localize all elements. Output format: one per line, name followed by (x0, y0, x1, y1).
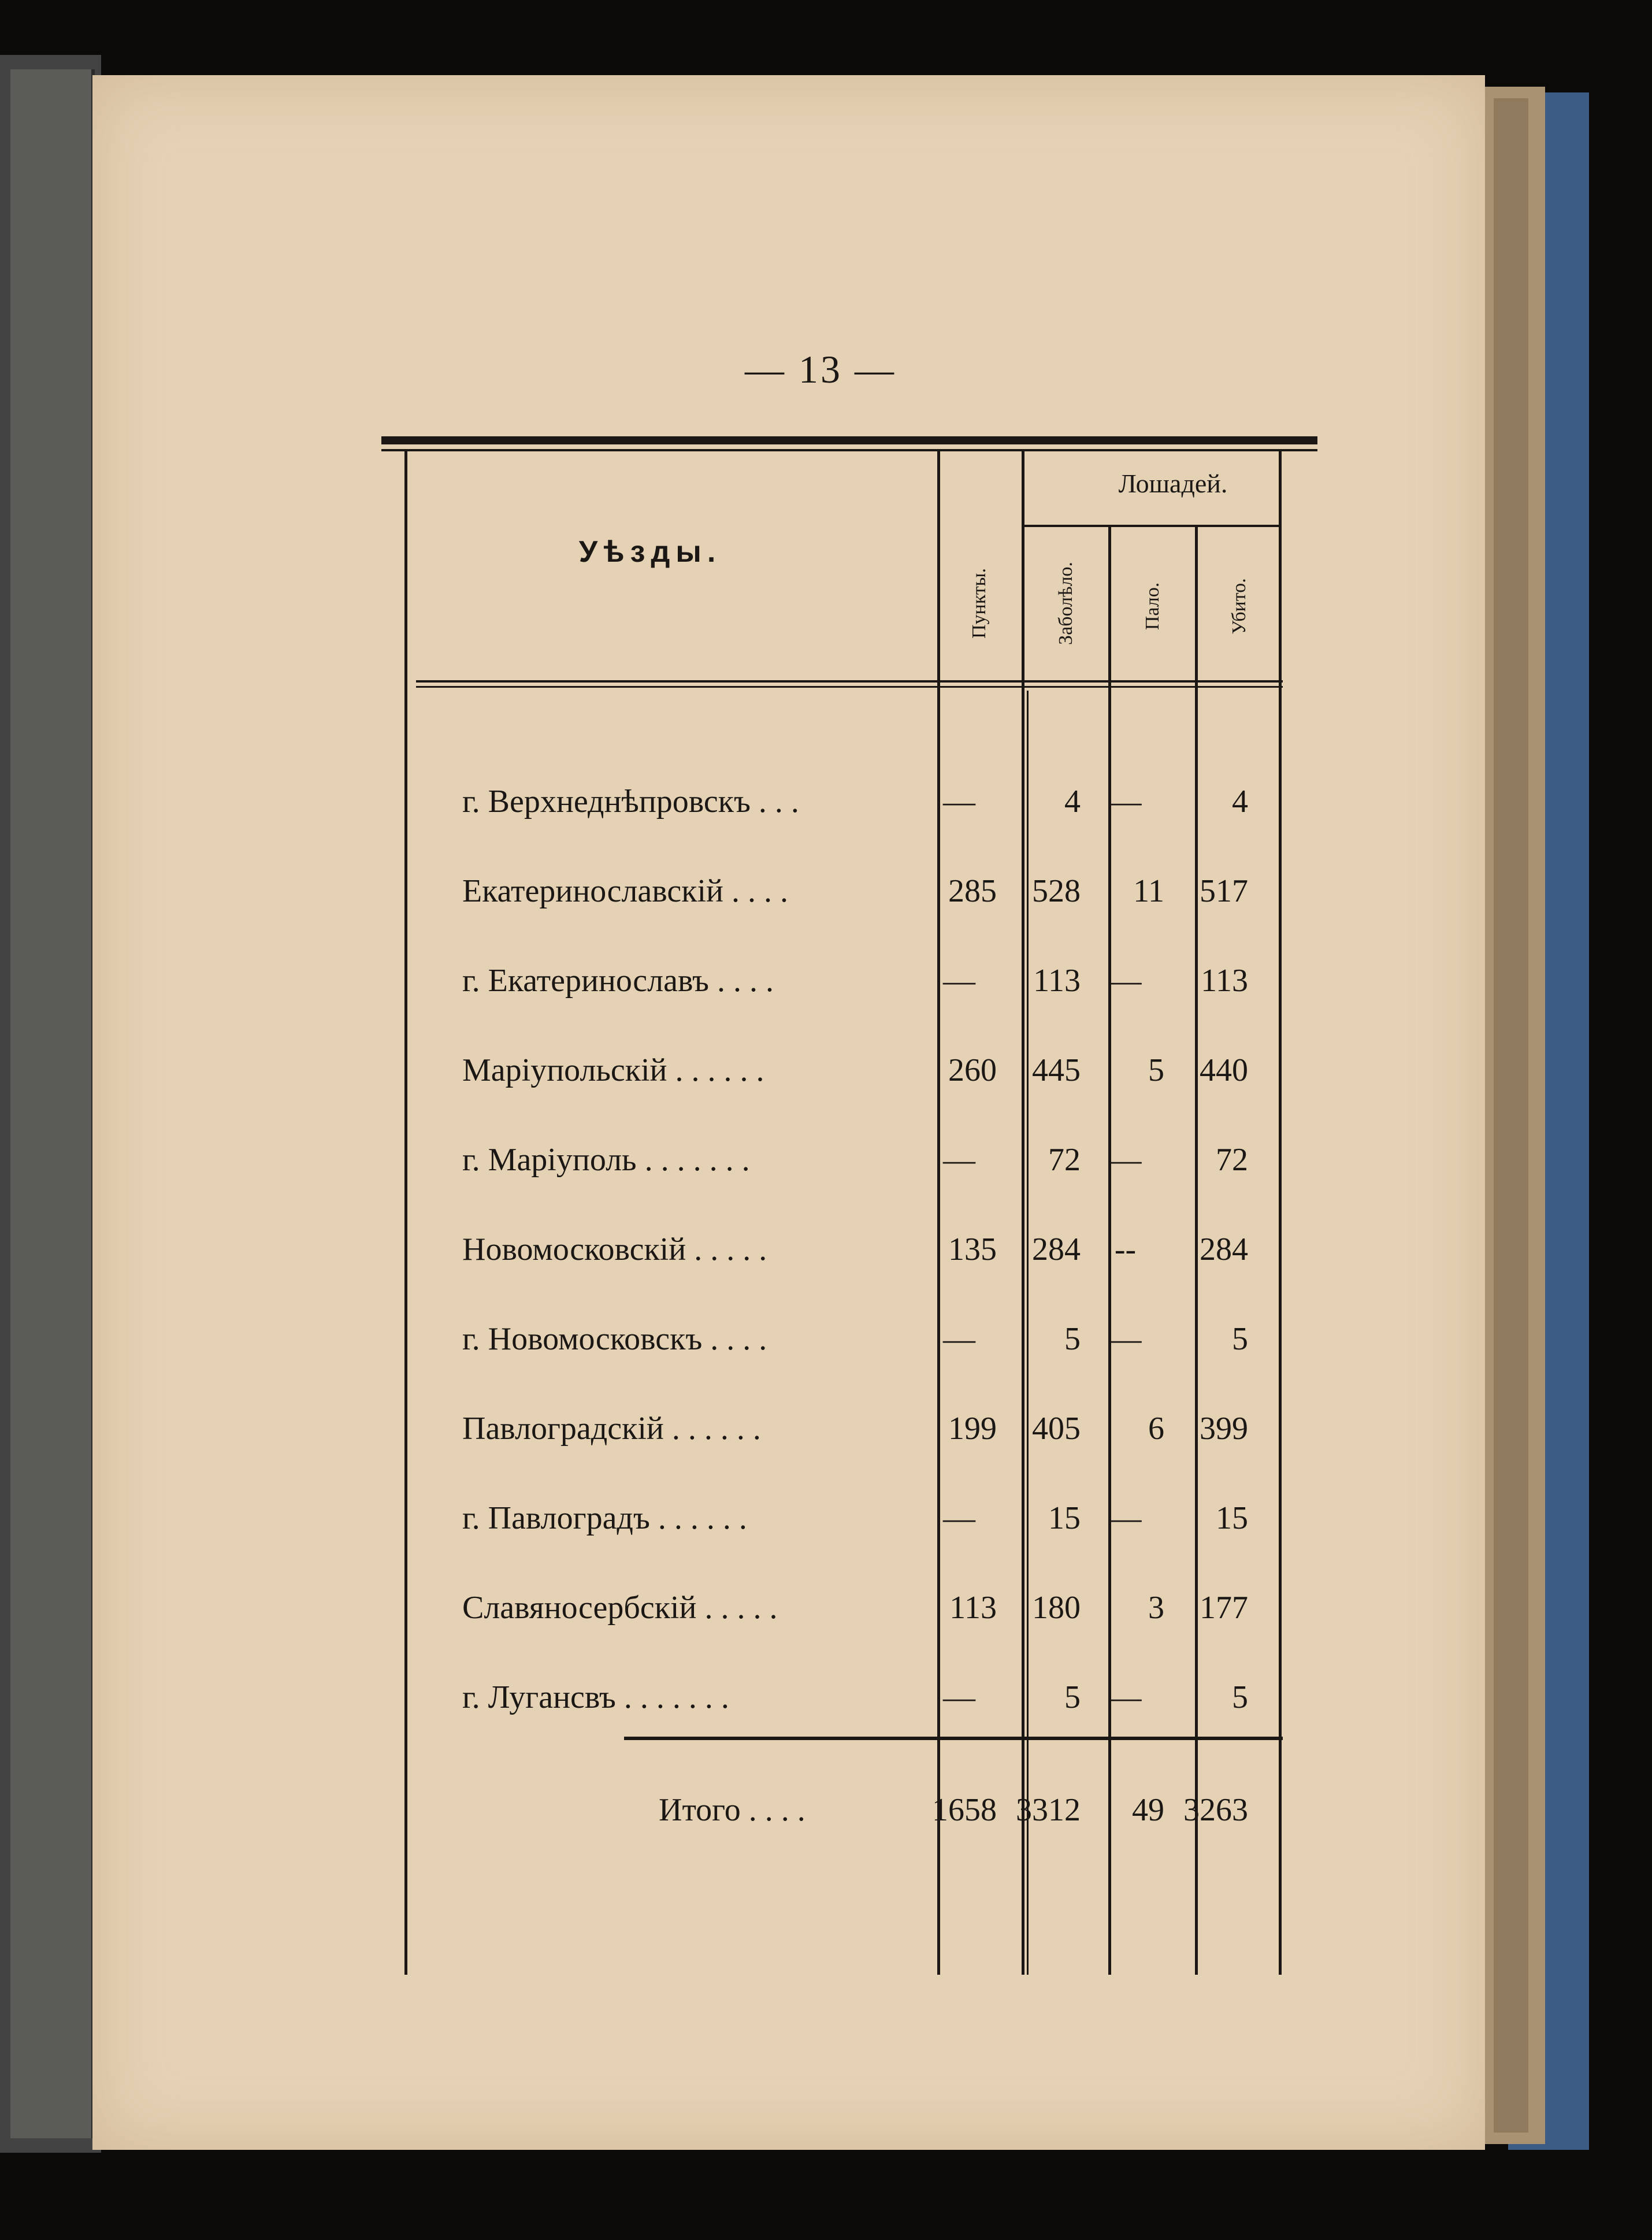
cell-zabolelo: 445 (1032, 1052, 1081, 1088)
cell-ubito: 177 (1200, 1590, 1248, 1626)
cell-zabolelo: 180 (1032, 1590, 1081, 1626)
header-palo: Пало. (1142, 582, 1163, 631)
cell-ubito: 5 (1232, 1679, 1248, 1715)
cell-punkty: — (943, 1142, 975, 1178)
row-name: г. Лугансвъ . . . . . . . (462, 1679, 729, 1715)
cell-ubito: 399 (1200, 1411, 1248, 1447)
cell-zabolelo: 284 (1032, 1232, 1081, 1267)
total-row (381, 1792, 1320, 1849)
table-row (381, 1679, 1320, 1737)
book-spine-inner (10, 69, 95, 2138)
column-divider (937, 449, 940, 1975)
header-bottom-rule-thin (416, 686, 1283, 688)
header-bottom-rule (416, 680, 1283, 683)
cell-zabolelo: 405 (1032, 1411, 1081, 1447)
cell-punkty: — (943, 1679, 975, 1715)
cell-palo: — (1109, 963, 1142, 999)
cell-palo: -- (1114, 1232, 1137, 1267)
cell-ubito: 113 (1201, 963, 1248, 999)
table-left-border (404, 449, 407, 1975)
cell-zabolelo: 5 (1064, 1679, 1081, 1715)
table-row (381, 783, 1320, 841)
row-name: Славяносербскій . . . . . (462, 1590, 778, 1626)
total-ubito: 3263 (1183, 1792, 1248, 1828)
row-name: г. Екатеринославъ . . . . (462, 963, 774, 999)
table-row (381, 873, 1320, 930)
table-row (381, 1500, 1320, 1557)
cell-palo: 5 (1148, 1052, 1164, 1088)
cell-palo: 3 (1148, 1590, 1164, 1626)
cell-ubito: 15 (1216, 1500, 1248, 1536)
table-top-rule-thin (381, 449, 1317, 451)
cell-ubito: 72 (1216, 1142, 1248, 1178)
cell-punkty: 199 (948, 1411, 997, 1447)
row-name: г. Новомосковскъ . . . . (462, 1321, 767, 1357)
row-name: г. Верхнеднѣпровскъ . . . (462, 784, 799, 819)
cell-punkty: 135 (948, 1232, 997, 1267)
cell-punkty: — (943, 784, 975, 819)
cell-zabolelo: 5 (1064, 1321, 1081, 1357)
row-name: г. Павлоградъ . . . . . . (462, 1500, 747, 1536)
header-punkty: Пункты. (968, 568, 990, 639)
table-row (381, 1141, 1320, 1199)
cell-palo: — (1109, 1500, 1142, 1536)
cell-ubito: 5 (1232, 1321, 1248, 1357)
total-punkty: 1658 (932, 1792, 997, 1828)
cell-palo: — (1109, 1679, 1142, 1715)
header-ubito: Убито. (1228, 578, 1250, 635)
header-loshadei: Лошадей. (1118, 469, 1228, 498)
cell-ubito: 284 (1200, 1232, 1248, 1267)
header-zabolelo: Заболѣло. (1055, 562, 1076, 645)
cell-zabolelo: 113 (1033, 963, 1081, 999)
column-divider (1022, 449, 1024, 1975)
page-stack-edge-inner (1494, 98, 1528, 2133)
row-name: Новомосковскій . . . . . (462, 1232, 767, 1267)
cell-palo: — (1109, 784, 1142, 819)
table-row (381, 1321, 1320, 1378)
cell-palo: — (1109, 1142, 1142, 1178)
cell-ubito: 4 (1232, 784, 1248, 819)
table-row (381, 962, 1320, 1020)
page-number: — 13 — (745, 347, 896, 391)
cell-zabolelo: 72 (1048, 1142, 1081, 1178)
header-uezdy: Уѣзды. (578, 535, 722, 569)
cell-zabolelo: 4 (1064, 784, 1081, 819)
table-row (381, 1410, 1320, 1468)
cell-zabolelo: 528 (1032, 873, 1081, 909)
row-name: Павлоградскій . . . . . . (462, 1411, 761, 1447)
total-zabolelo: 3312 (1016, 1792, 1081, 1828)
cell-punkty: 260 (948, 1052, 997, 1088)
cell-punkty: — (943, 963, 975, 999)
cell-palo: 11 (1133, 873, 1164, 909)
cell-ubito: 440 (1200, 1052, 1248, 1088)
cell-palo: — (1109, 1321, 1142, 1357)
cell-punkty: 285 (948, 873, 997, 909)
table-right-border (1279, 449, 1282, 1975)
statistics-table (381, 436, 1320, 1976)
header-subdivider (1022, 525, 1282, 527)
cell-palo: 6 (1148, 1411, 1164, 1447)
total-label: Итого . . . . (659, 1792, 805, 1828)
cell-punkty: 113 (949, 1590, 997, 1626)
cell-ubito: 517 (1200, 873, 1248, 909)
cell-punkty: — (943, 1321, 975, 1357)
table-row (381, 1231, 1320, 1289)
book-page (92, 75, 1485, 2150)
total-rule (624, 1737, 1283, 1740)
total-palo: 49 (1132, 1792, 1164, 1828)
row-name: г. Маріуполь . . . . . . . (462, 1142, 750, 1178)
table-row (381, 1052, 1320, 1110)
cell-punkty: — (943, 1500, 975, 1536)
table-top-rule (381, 436, 1317, 444)
row-name: Маріупольскій . . . . . . (462, 1052, 764, 1088)
cell-zabolelo: 15 (1048, 1500, 1081, 1536)
row-name: Екатеринославскій . . . . (462, 873, 788, 909)
table-row (381, 1589, 1320, 1647)
